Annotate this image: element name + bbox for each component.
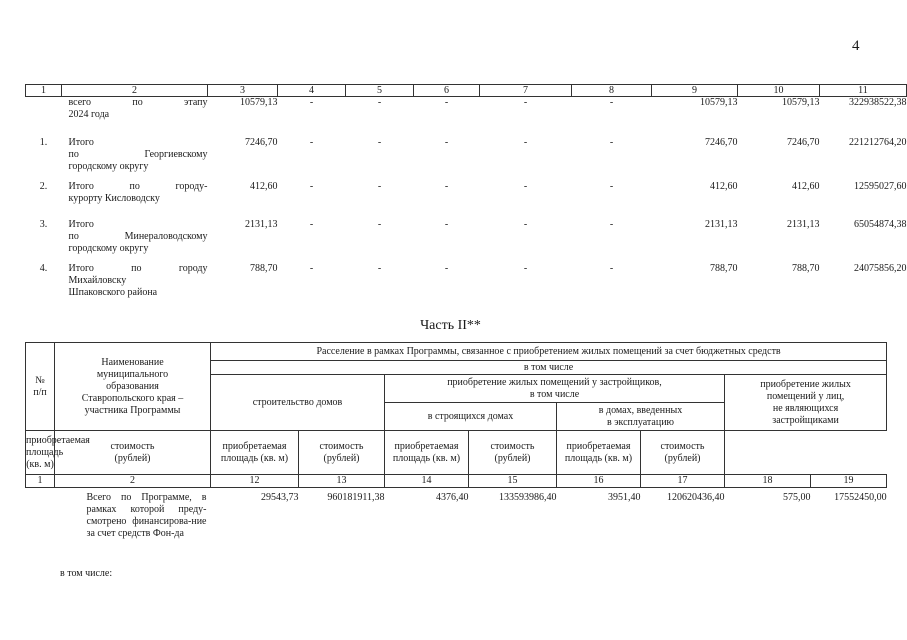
- name-line: Шпаковского района: [68, 286, 158, 298]
- table1-row: [26, 135, 907, 179]
- table1-header-cell: 11: [820, 85, 907, 97]
- construction-header: строительство домов: [211, 375, 385, 431]
- dash-cell: -: [444, 136, 449, 148]
- dash-cell: -: [609, 262, 614, 274]
- dash-cell: -: [377, 262, 382, 274]
- column-number-cell: 1: [26, 475, 55, 488]
- dash-cell: -: [377, 136, 382, 148]
- page-number: 4: [852, 38, 860, 54]
- table1-header-row: [26, 85, 907, 97]
- total-value: 3951,40: [608, 492, 641, 503]
- name-line: Итого по городу: [68, 262, 208, 274]
- area-value: 7246,70: [787, 136, 820, 148]
- table1-header-cell: 2: [62, 85, 208, 97]
- column-number-cell: 2: [55, 475, 211, 488]
- cost-header: стоимость (рублей): [641, 431, 725, 475]
- row-number: 3.: [39, 218, 48, 230]
- municipality-name: [62, 135, 208, 179]
- table1-row: [26, 217, 907, 261]
- table1-header-cell: 3: [208, 85, 278, 97]
- total-value: 133593986,40: [499, 492, 557, 503]
- table1-header-cell: 9: [652, 85, 738, 97]
- table1-header-cell: 1: [26, 85, 62, 97]
- name-line: всего по этапу: [68, 97, 208, 108]
- dash-cell: -: [523, 218, 528, 230]
- cost-value: 65054874,38: [854, 218, 907, 230]
- name-line: городскому округу: [68, 160, 149, 172]
- cost-value: 322938522,38: [849, 97, 907, 108]
- dash-cell: -: [309, 136, 314, 148]
- row-number: [26, 97, 62, 135]
- v-tom-chisle-header: в том числе: [211, 361, 887, 375]
- area-value: 10579,13: [240, 97, 278, 108]
- area-cost-header-row: [26, 431, 887, 475]
- total-value: 17552450,00: [834, 492, 887, 503]
- dash-cell: -: [523, 262, 528, 274]
- table1-header-cell: 4: [278, 85, 346, 97]
- cost-header: стоимость (рублей): [469, 431, 557, 475]
- table1-header-cell: 7: [480, 85, 572, 97]
- column-number-cell: 16: [557, 475, 641, 488]
- municipality-name: [62, 97, 208, 135]
- municipality-name: [62, 179, 208, 217]
- column-number-cell: 19: [811, 475, 887, 488]
- area-value: 788,70: [792, 262, 820, 274]
- area-value: 412,60: [250, 180, 278, 192]
- area-value: 412,60: [710, 180, 738, 192]
- column-number-cell: 13: [299, 475, 385, 488]
- area-value: 2131,13: [245, 218, 278, 230]
- dash-cell: -: [444, 218, 449, 230]
- area-value: 2131,13: [787, 218, 820, 230]
- dash-cell: -: [444, 97, 449, 108]
- total-value: 120620436,40: [667, 492, 725, 503]
- dash-cell: -: [377, 218, 382, 230]
- name-line: Михайловску: [68, 274, 127, 286]
- total-value: 575,00: [783, 492, 811, 503]
- area-value: 7246,70: [705, 136, 738, 148]
- part-title: Часть II**: [420, 318, 481, 333]
- row-number: 4.: [39, 262, 48, 274]
- area-value: 7246,70: [245, 136, 278, 148]
- dash-cell: -: [309, 180, 314, 192]
- area-value: 788,70: [710, 262, 738, 274]
- commissioned-header: в домах, введенных в эксплуатацию: [557, 403, 725, 431]
- dash-cell: -: [377, 180, 382, 192]
- cost-value: 221212764,20: [849, 136, 907, 148]
- dash-cell: -: [444, 262, 449, 274]
- column-number-cell: 12: [211, 475, 299, 488]
- under-construction-header: в строящихся домах: [385, 403, 557, 431]
- cost-header: стоимость (рублей): [299, 431, 385, 475]
- area-value: 788,70: [250, 262, 278, 274]
- area-header: приобретаемая площадь (кв. м): [211, 431, 299, 475]
- including-label: в том числе:: [60, 568, 113, 579]
- dash-cell: -: [609, 180, 614, 192]
- dash-cell: -: [523, 180, 528, 192]
- col-number-header: № п/п: [26, 343, 55, 431]
- column-number-cell: 18: [725, 475, 811, 488]
- municipality-name: [62, 261, 208, 299]
- dash-cell: -: [523, 136, 528, 148]
- name-line: городскому округу: [68, 242, 149, 254]
- area-header: приобретаемая площадь (кв. м): [557, 431, 641, 475]
- area-value: 10579,13: [782, 97, 820, 108]
- dash-cell: -: [309, 218, 314, 230]
- total-value: 960181911,38: [327, 492, 385, 503]
- municipality-name: [62, 217, 208, 261]
- name-line: Итого: [68, 136, 94, 148]
- table1-row: [26, 97, 907, 135]
- acq-developers-header: приобретение жилых помещений у застройщиков, в том числе: [385, 375, 725, 403]
- area-value: 412,60: [792, 180, 820, 192]
- total-row-name: Всего по Программе, в рамках которой преду-смотрено финансирова-ние за счет средств Фон-да: [86, 492, 207, 539]
- col-name-header: Наименование муниципального образования Ставропольского края – участника Программы: [55, 343, 211, 431]
- row-number: 2.: [39, 180, 48, 192]
- name-line: Итого по городу-: [68, 180, 208, 192]
- table1-header-cell: 5: [346, 85, 414, 97]
- total-value: 4376,40: [436, 492, 469, 503]
- table-part1: [25, 84, 907, 299]
- name-line: курорту Кисловодску: [68, 192, 160, 204]
- dash-cell: -: [309, 262, 314, 274]
- top-header: Расселение в рамках Программы, связанное с приобретением жилых помещений за счет бюджетных средств: [211, 343, 887, 361]
- name-line: по Минераловодскому: [68, 230, 208, 242]
- name-line: по Георгиевскому: [68, 148, 208, 160]
- column-number-cell: 17: [641, 475, 725, 488]
- cost-value: 24075856,20: [854, 262, 907, 274]
- table1-row: [26, 179, 907, 217]
- area-value: 2131,13: [705, 218, 738, 230]
- total-row: [26, 488, 887, 541]
- dash-cell: -: [377, 97, 382, 108]
- acq-other-header: приобретение жилых помещений у лиц, не являющихся застройщиками: [725, 375, 887, 431]
- column-numbers-row: [26, 475, 887, 488]
- table1-row: [26, 261, 907, 299]
- column-number-cell: 15: [469, 475, 557, 488]
- name-line: 2024 года: [68, 109, 110, 120]
- name-line: Итого: [68, 218, 94, 230]
- dash-cell: -: [523, 97, 528, 108]
- dash-cell: -: [609, 218, 614, 230]
- column-number-cell: 14: [385, 475, 469, 488]
- area-value: 10579,13: [700, 97, 738, 108]
- dash-cell: -: [444, 180, 449, 192]
- dash-cell: -: [309, 97, 314, 108]
- table1-header-cell: 8: [572, 85, 652, 97]
- row-number: 1.: [39, 136, 48, 148]
- area-header: приобретаемая площадь (кв. м): [26, 431, 55, 475]
- dash-cell: -: [609, 136, 614, 148]
- cost-value: 12595027,60: [854, 180, 907, 192]
- table-part2: [25, 342, 887, 540]
- table1-header-cell: 6: [414, 85, 480, 97]
- cost-header: стоимость (рублей): [55, 431, 211, 475]
- total-value: 29543,73: [261, 492, 299, 503]
- dash-cell: -: [609, 97, 614, 108]
- area-header: приобретаемая площадь (кв. м): [385, 431, 469, 475]
- table1-header-cell: 10: [738, 85, 820, 97]
